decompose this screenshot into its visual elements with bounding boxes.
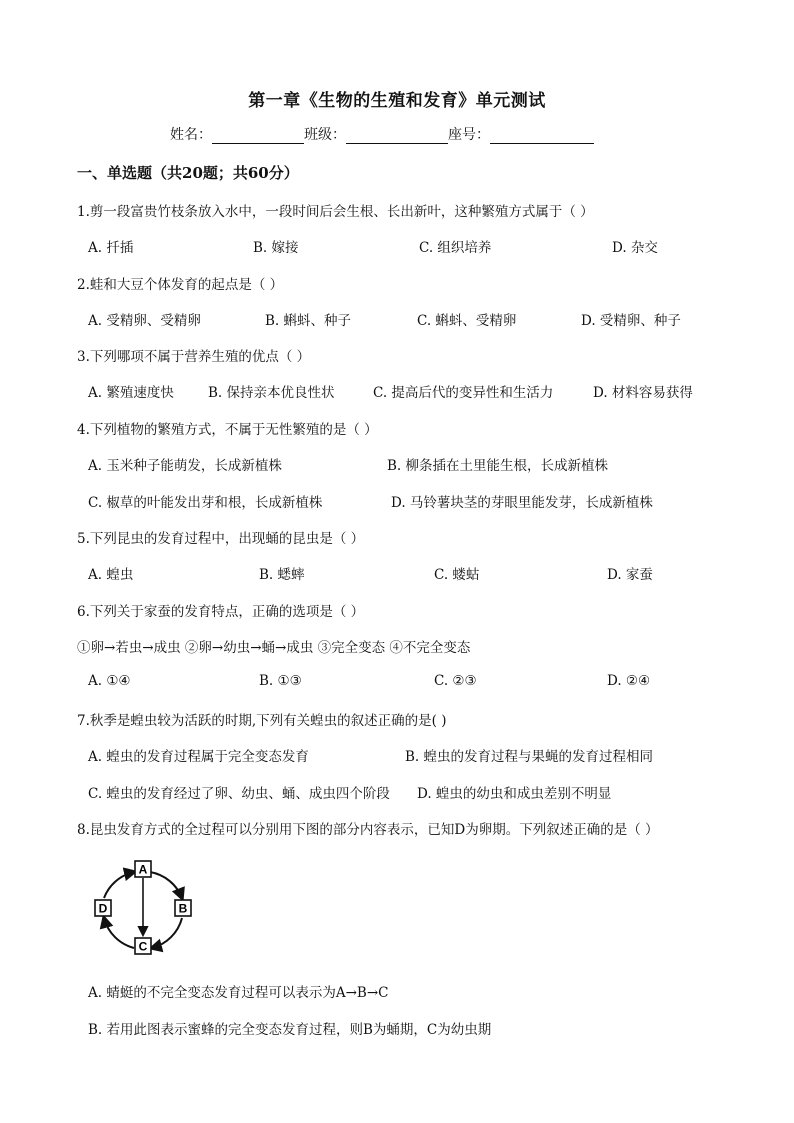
section-title: 一、单选题（共20题；共60分） bbox=[77, 164, 299, 182]
option-c[interactable]: C. 蝼蛄 bbox=[434, 567, 480, 583]
box-d bbox=[95, 900, 111, 916]
option-d[interactable]: D. 家蚕 bbox=[607, 567, 653, 583]
option-c[interactable]: C. 组织培养 bbox=[419, 240, 492, 256]
class-label: 班级： bbox=[304, 127, 346, 143]
arc-c-to-d bbox=[104, 918, 134, 948]
label-c: C bbox=[138, 939, 148, 954]
name-blank[interactable] bbox=[212, 127, 304, 144]
box-b bbox=[175, 900, 191, 916]
option-a[interactable]: A. 蝗虫的发育过程属于完全变态发育 bbox=[88, 749, 309, 765]
arc-d-to-a bbox=[104, 872, 134, 898]
insect-development-diagram bbox=[84, 856, 204, 960]
question-stem: 5.下列昆虫的发育过程中，出现蛹的昆虫是（ ） bbox=[77, 531, 365, 547]
seat-blank[interactable] bbox=[490, 127, 594, 144]
option-a[interactable]: A. 蝗虫 bbox=[88, 567, 134, 583]
option-c[interactable]: C. ②③ bbox=[434, 673, 477, 689]
option-a[interactable]: A. 繁殖速度快 bbox=[88, 385, 174, 401]
option-c[interactable]: C. 蝌蚪、受精卵 bbox=[417, 313, 517, 329]
option-b[interactable]: B. 柳条插在土里能生根，长成新植株 bbox=[387, 458, 609, 474]
option-c[interactable]: C. 椒草的叶能发出芽和根，长成新植株 bbox=[88, 495, 323, 511]
option-b[interactable]: B. ①③ bbox=[259, 673, 302, 689]
class-blank[interactable] bbox=[346, 127, 448, 144]
option-d[interactable]: D. 材料容易获得 bbox=[593, 385, 693, 401]
student-info-line bbox=[170, 124, 594, 144]
option-b[interactable]: B. 若用此图表示蜜蜂的完全变态发育过程，则B为蛹期，C为幼虫期 bbox=[88, 1022, 492, 1038]
box-c bbox=[135, 938, 151, 954]
option-d[interactable]: D. 蝗虫的幼虫和成虫差别不明显 bbox=[417, 786, 612, 802]
page-title: 第一章《生物的生殖和发育》单元测试 bbox=[248, 91, 546, 111]
label-a: A bbox=[138, 862, 148, 877]
question-stem: 2.蛙和大豆个体发育的起点是（ ） bbox=[77, 277, 284, 293]
question-stem: 6.下列关于家蚕的发育特点，正确的选项是（ ） bbox=[77, 604, 365, 620]
label-d: D bbox=[98, 901, 108, 916]
option-b[interactable]: B. 蟋蟀 bbox=[259, 567, 305, 583]
question-stem: 8.昆虫发育方式的全过程可以分别用下图的部分内容表示，已知D为卵期。下列叙述正确的是（ ） bbox=[77, 822, 659, 838]
option-b[interactable]: B. 保持亲本优良性状 bbox=[208, 385, 335, 401]
option-b[interactable]: B. 蝌蚪、种子 bbox=[265, 313, 352, 329]
option-a[interactable]: A. 受精卵、受精卵 bbox=[88, 313, 201, 329]
option-a[interactable]: A. 蜻蜓的不完全变态发育过程可以表示为A→B→C bbox=[88, 985, 389, 1001]
option-d[interactable]: D. 受精卵、种子 bbox=[581, 313, 681, 329]
arc-b-to-c bbox=[152, 918, 182, 948]
label-b: B bbox=[178, 901, 188, 916]
option-c[interactable]: C. 提高后代的变异性和生活力 bbox=[373, 385, 554, 401]
seat-label: 座号： bbox=[448, 127, 490, 143]
option-b[interactable]: B. 嫁接 bbox=[253, 240, 299, 256]
box-a bbox=[135, 861, 151, 877]
arc-a-to-b bbox=[150, 872, 182, 898]
option-a[interactable]: A. 玉米种子能萌发，长成新植株 bbox=[88, 458, 282, 474]
question-stem: 1.剪一段富贵竹枝条放入水中，一段时间后会生根、长出新叶，这种繁殖方式属于（ ） bbox=[77, 204, 594, 220]
option-a[interactable]: A. 扦插 bbox=[88, 240, 134, 256]
option-d[interactable]: D. 马铃薯块茎的芽眼里能发芽，长成新植株 bbox=[391, 495, 653, 511]
option-a[interactable]: A. ①④ bbox=[88, 673, 131, 689]
question-stem: 3.下列哪项不属于营养生殖的优点（ ） bbox=[77, 349, 311, 365]
option-c[interactable]: C. 蝗虫的发育经过了卵、幼虫、蛹、成虫四个阶段 bbox=[88, 786, 390, 802]
statement-list: ①卵→若虫→成虫 ②卵→幼虫→蛹→成虫 ③完全变态 ④不完全变态 bbox=[77, 640, 471, 656]
name-label: 姓名： bbox=[170, 127, 212, 143]
option-d[interactable]: D. ②④ bbox=[607, 673, 651, 689]
question-stem: 4.下列植物的繁殖方式，不属于无性繁殖的是（ ） bbox=[77, 422, 378, 438]
question-stem: 7.秋季是蝗虫较为活跃的时期,下列有关蝗虫的叙述正确的是( ) bbox=[77, 713, 447, 729]
option-b[interactable]: B. 蝗虫的发育过程与果蝇的发育过程相同 bbox=[405, 749, 654, 765]
option-d[interactable]: D. 杂交 bbox=[612, 240, 658, 256]
